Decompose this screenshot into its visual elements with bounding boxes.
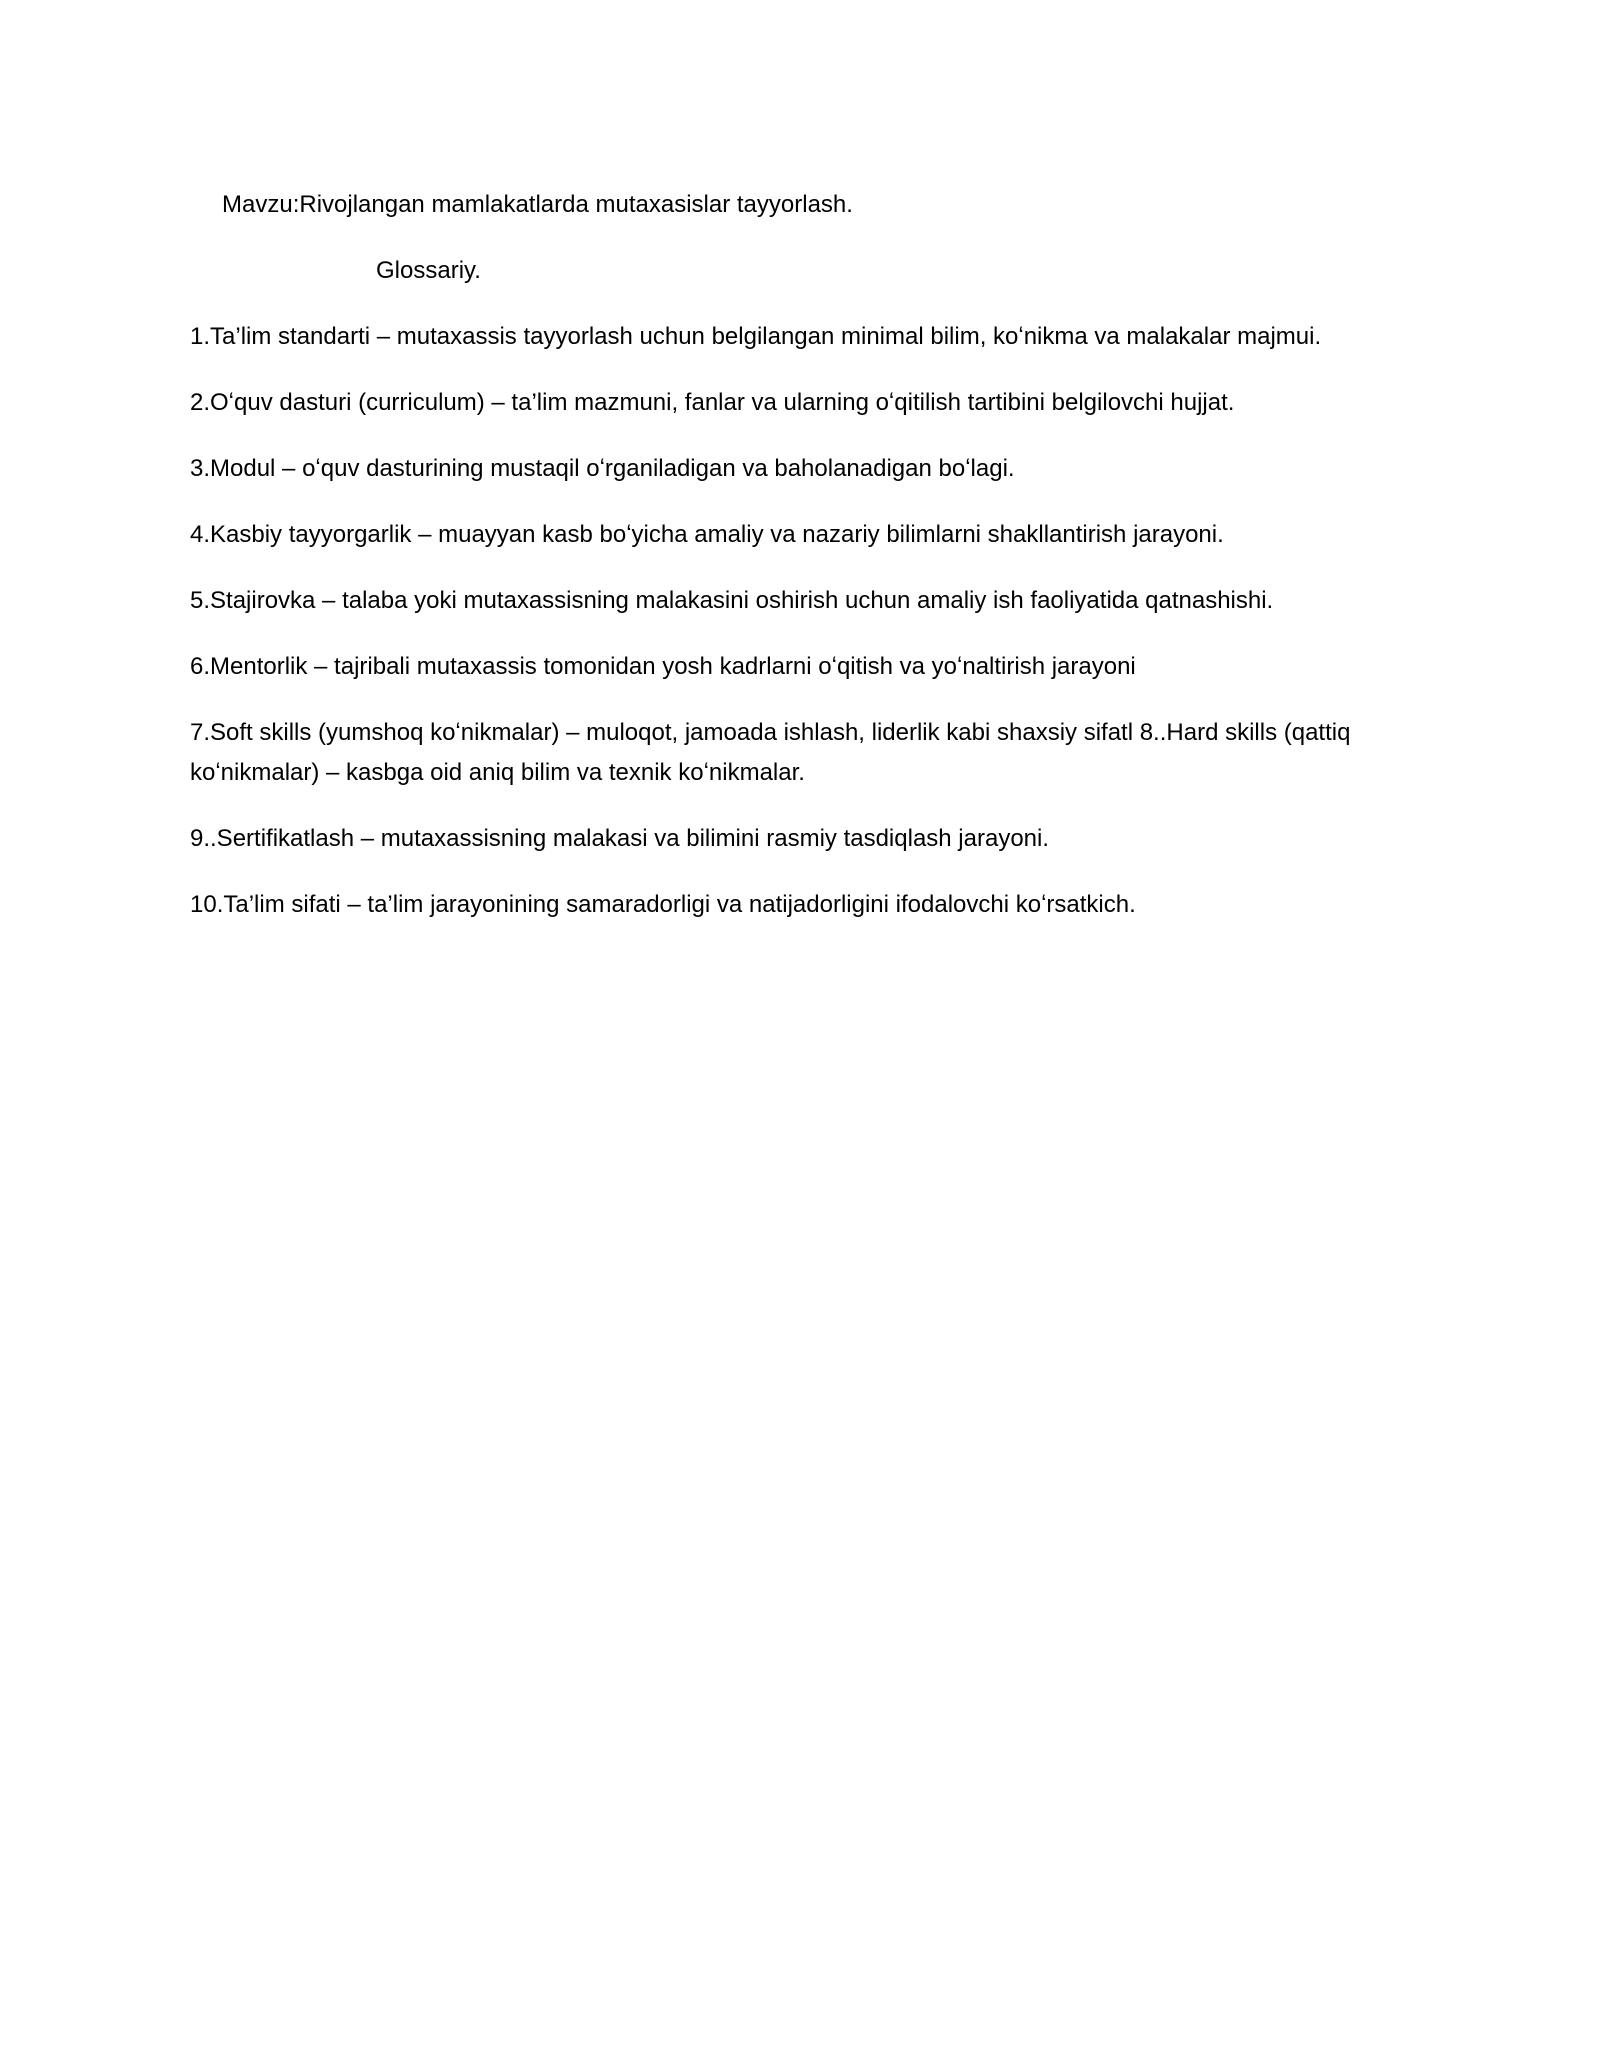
glossary-entry: 7.Soft skills (yumshoq koʻnikmalar) – muloqot, jamoada ishlash, liderlik kabi shaxsiy sifatl 8..Hard skills (qattiq koʻnikmalar) – kasbga oid aniq bilim va texnik koʻnikmalar. <box>190 719 1351 786</box>
glossary-entry: 1.Ta’lim standarti – mutaxassis tayyorlash uchun belgilangan minimal bilim, koʻnikma va malakalar majmui. <box>190 323 1322 350</box>
glossary-entry: 10.Ta’lim sifati – ta’lim jarayonining samaradorligi va natijadorligini ifodalovchi koʻrsatkich. <box>190 891 1136 918</box>
glossary-entry: 6.Mentorlik – tajribali mutaxassis tomonidan yosh kadrlarni oʻqitish va yoʻnaltirish jarayoni <box>190 653 1136 680</box>
glossary-entry: 4.Kasbiy tayyorgarlik – muayyan kasb boʻyicha amaliy va nazariy bilimlarni shakllantirish jarayoni. <box>190 521 1224 548</box>
glossary-heading: Glossariy. <box>376 257 481 284</box>
glossary-entry: 9..Sertifikatlash – mutaxassisning malakasi va bilimini rasmiy tasdiqlash jarayoni. <box>190 825 1050 852</box>
glossary-entry: 5.Stajirovka – talaba yoki mutaxassisning malakasini oshirish uchun amaliy ish faoliyatida qatnashishi. <box>190 587 1274 614</box>
document-body <box>190 185 1410 951</box>
glossary-list <box>190 317 1410 925</box>
glossary-entry: 3.Modul – oʻquv dasturining mustaqil oʻrganiladigan va baholanadigan boʻlagi. <box>190 455 1015 482</box>
document-title: Mavzu:Rivojlangan mamlakatlarda mutaxasislar tayyorlash. <box>222 191 853 218</box>
glossary-entry: 2.Oʻquv dasturi (curriculum) – ta’lim mazmuni, fanlar va ularning oʻqitilish tartibini belgilovchi hujjat. <box>190 389 1235 416</box>
